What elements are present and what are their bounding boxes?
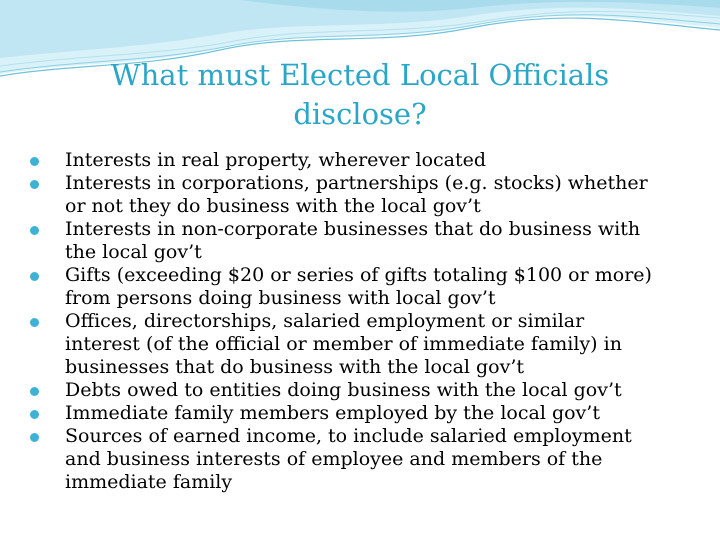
list-item: [30, 425, 660, 494]
list-item: [30, 218, 660, 264]
bullet-list: [30, 149, 660, 494]
bullet-dot-icon: [30, 318, 39, 327]
bullet-text: Interests in non-corporate businesses that do business with the local gov’t: [65, 218, 641, 263]
bullet-dot-icon: [30, 272, 39, 281]
bullet-dot-icon: [30, 180, 39, 189]
bullet-dot-icon: [30, 387, 39, 396]
bullet-dot-icon: [30, 226, 39, 235]
bullet-dot-icon: [30, 433, 39, 442]
bullet-dot-icon: [30, 157, 39, 166]
bullet-text: Gifts (exceeding $20 or series of gifts totaling $100 or more) from persons doing business with local gov’t: [65, 264, 652, 309]
list-item: [30, 379, 660, 402]
bullet-text: Immediate family members employed by the local gov’t: [65, 402, 600, 424]
list-item: [30, 149, 660, 172]
slide-title: What must Elected Local Officials disclose?: [110, 58, 610, 131]
list-item: [30, 264, 660, 310]
bullet-text: Offices, directorships, salaried employment or similar interest (of the official or member of immediate family) in businesses that do business with the local gov’t: [65, 310, 622, 378]
list-item: [30, 172, 660, 218]
bullet-text: Interests in real property, wherever located: [65, 149, 487, 171]
list-item: [30, 310, 660, 379]
bullet-text: Interests in corporations, partnerships (e.g. stocks) whether or not they do business with the local gov’t: [65, 172, 648, 217]
list-item: [30, 402, 660, 425]
bullet-text: Debts owed to entities doing business with the local gov’t: [65, 379, 622, 401]
bullet-dot-icon: [30, 410, 39, 419]
bullet-text: Sources of earned income, to include salaried employment and business interests of employee and members of the immediate family: [65, 425, 632, 493]
